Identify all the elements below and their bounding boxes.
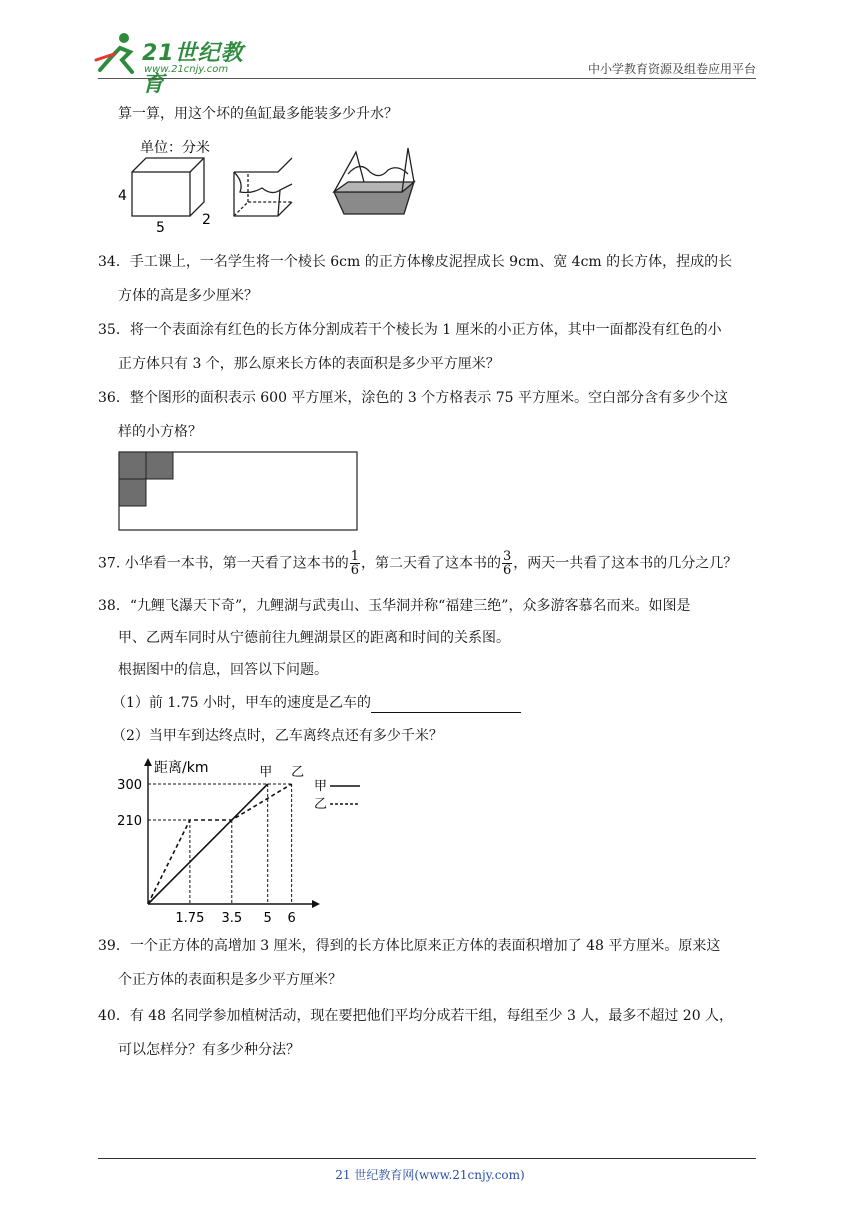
q34-line1: 34．手工课上，一名学生将一个棱长 6cm 的正方体橡皮泥捏成长 9cm、宽 4cm 的长方体，捏成的长 bbox=[98, 254, 733, 270]
series-end-label-1: 乙 bbox=[291, 765, 305, 780]
fraction-one-sixth: $\frac{1}{6}$ bbox=[350, 549, 359, 578]
series-line-1 bbox=[148, 784, 292, 904]
site-logo bbox=[92, 30, 262, 97]
fish-tank-figure bbox=[112, 134, 432, 238]
q37-text bbox=[98, 550, 737, 577]
unit-label: 单位：分米 bbox=[140, 140, 210, 156]
q35-line2: 正方体只有 3 个，那么原来长方体的表面积是多少平方厘米？ bbox=[118, 356, 500, 372]
dim-height-label: 4 bbox=[118, 188, 127, 204]
x-tick-label-2: 5 bbox=[263, 911, 272, 926]
q38-line2: 甲、乙两车同时从宁德前往九鲤湖景区的距离和时间的关系图。 bbox=[118, 630, 510, 646]
x-tick-label-1: 3.5 bbox=[221, 911, 243, 926]
runner-logo-icon bbox=[92, 30, 142, 78]
x-tick-label-3: 6 bbox=[287, 911, 296, 926]
header-divider bbox=[98, 78, 756, 79]
y-tick-label-0: 210 bbox=[117, 814, 142, 829]
q37-part1: 37. 小华看一本书，第一天看了这本书的 bbox=[98, 555, 349, 572]
answer-blank[interactable] bbox=[371, 698, 521, 713]
q40-line1: 40．有 48 名同学参加植树活动，现在要把他们平均分成若干组，每组至少 3 人，最多不超过 20 人， bbox=[98, 1008, 734, 1024]
series-line-0 bbox=[148, 784, 268, 904]
fraction-three-sixths: $\frac{3}{6}$ bbox=[503, 549, 512, 578]
q38-sub2: （2）当甲车到达终点时，乙车离终点还有多少千米？ bbox=[112, 728, 443, 744]
q34-line2: 方体的高是多少厘米？ bbox=[118, 288, 258, 304]
q39-line1: 39．一个正方体的高增加 3 厘米，得到的长方体比原来正方体的表面积增加了 48 平方厘米。原来这 bbox=[98, 938, 721, 954]
grid-figure bbox=[118, 451, 360, 533]
x-tick-label-0: 1.75 bbox=[175, 911, 205, 926]
q38-sub1: （1）前 1.75 小时，甲车的速度是乙车的 bbox=[112, 693, 521, 713]
q36-line2: 样的小方格？ bbox=[118, 424, 202, 440]
q38-line1: 38．“九鲤飞瀑天下奇”，九鲤湖与武夷山、玉华洞并称“福建三绝”，众多游客慕名而来。如图是 bbox=[98, 598, 691, 614]
footer-text: 21 世纪教育网(www.21cnjy.com) bbox=[335, 1168, 525, 1182]
logo-text: 21世纪教育 bbox=[142, 41, 244, 97]
dim-length-label: 5 bbox=[156, 220, 165, 236]
x-axis-arrow bbox=[312, 900, 320, 908]
logo-url: www.21cnjy.com bbox=[144, 64, 229, 75]
q37-part3: ，两天一共看了这本书的几分之几？ bbox=[513, 555, 738, 572]
y-tick-label-1: 300 bbox=[117, 778, 142, 793]
q36-line1: 36．整个图形的面积表示 600 平方厘米，涂色的 3 个方格表示 75 平方厘米。空白部分含有多少个这 bbox=[98, 390, 728, 406]
q37-part2: ，第二天看了这本书的 bbox=[361, 555, 501, 572]
q33-text: 算一算，用这个坏的鱼缸最多能装多少升水？ bbox=[118, 106, 398, 122]
platform-title: 中小学教育资源及组卷应用平台 bbox=[587, 62, 756, 76]
q40-line2: 可以怎样分？有多少种分法？ bbox=[118, 1042, 300, 1058]
series-end-label-0: 甲 bbox=[259, 765, 273, 780]
y-axis-arrow bbox=[144, 758, 152, 766]
legend-label-0: 甲 bbox=[314, 779, 328, 794]
footer-divider bbox=[98, 1158, 756, 1159]
legend-label-1: 乙 bbox=[314, 797, 328, 812]
distance-time-chart bbox=[110, 756, 380, 928]
y-axis-label: 距离/km bbox=[154, 760, 209, 776]
q39-line2: 个正方体的表面积是多少平方厘米？ bbox=[118, 972, 342, 988]
q38-line3: 根据图中的信息，回答以下问题。 bbox=[118, 662, 328, 678]
q35-line1: 35．将一个表面涂有红色的长方体分割成若干个棱长为 1 厘米的小正方体，其中一面都没有红色的小 bbox=[98, 322, 722, 338]
dim-width-label: 2 bbox=[202, 212, 211, 228]
